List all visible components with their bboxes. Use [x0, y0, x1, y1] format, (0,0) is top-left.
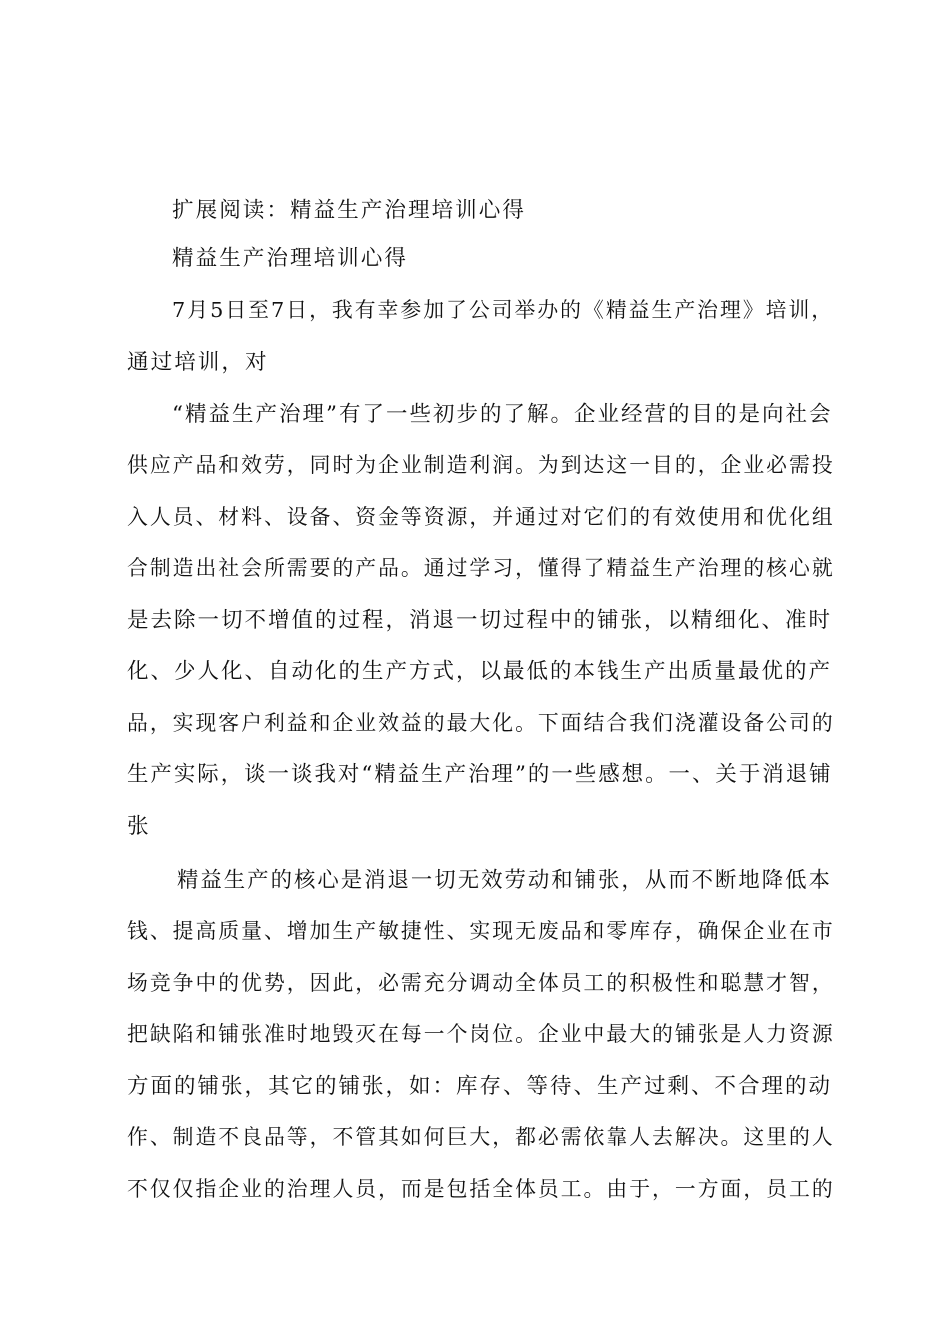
title-line: 精益生产治理培训心得 — [172, 246, 408, 271]
paragraph-line: 通过培训，对 — [127, 350, 269, 375]
paragraph-line: 合制造出社会所需要的产品。通过学习，懂得了精益生产治理的核心就 — [127, 556, 835, 580]
paragraph-line: 品，实现客户利益和企业效益的最大化。下面结合我们浇灌设备公司的 — [127, 711, 835, 735]
paragraph-line: 化、少人化、自动化的生产方式，以最低的本钱生产出质量最优的产 — [127, 659, 833, 684]
paragraph-line: 生产实际，谈一谈我对“精益生产治理”的一些感想。一、关于消退铺 — [127, 762, 833, 787]
heading-line: 扩展阅读：精益生产治理培训心得 — [172, 198, 526, 223]
paragraph-line: 精益生产的核心是消退一切无效劳动和铺张，从而不断地降低本 — [177, 868, 832, 893]
paragraph-line: 把缺陷和铺张准时地毁灭在每一个岗位。企业中最大的铺张是人力资源 — [127, 1022, 835, 1046]
paragraph-line: 场竞争中的优势，因此，必需充分调动全体员工的积极性和聪慧才智， — [127, 971, 835, 995]
paragraph-line: 作、制造不良品等，不管其如何巨大，都必需依靠人去解决。这里的人 — [127, 1125, 835, 1149]
paragraph-line: 入人员、材料、设备、资金等资源，并通过对它们的有效使用和优化组 — [127, 505, 835, 529]
paragraph-line: 方面的铺张，其它的铺张，如：库存、等待、生产过剩、不合理的动 — [127, 1074, 833, 1099]
paragraph-line: 不仅仅指企业的治理人员，而是包括全体员工。由于，一方面，员工的 — [127, 1177, 835, 1201]
paragraph-line: “精益生产治理”有了一些初步的了解。企业经营的目的是向社会 — [172, 402, 833, 427]
paragraph-line: 钱、提高质量、增加生产敏捷性、实现无废品和零库存，确保企业在市 — [127, 919, 835, 943]
paragraph-line: 7月5日至7日，我有幸参加了公司举办的《精益生产治理》培训， — [172, 298, 835, 322]
paragraph-line: 供应产品和效劳，同时为企业制造利润。为到达这一目的，企业必需投 — [127, 453, 835, 477]
paragraph-line: 是去除一切不增值的过程，消退一切过程中的铺张，以精细化、准时 — [127, 608, 833, 633]
paragraph-line: 张 — [127, 814, 151, 839]
